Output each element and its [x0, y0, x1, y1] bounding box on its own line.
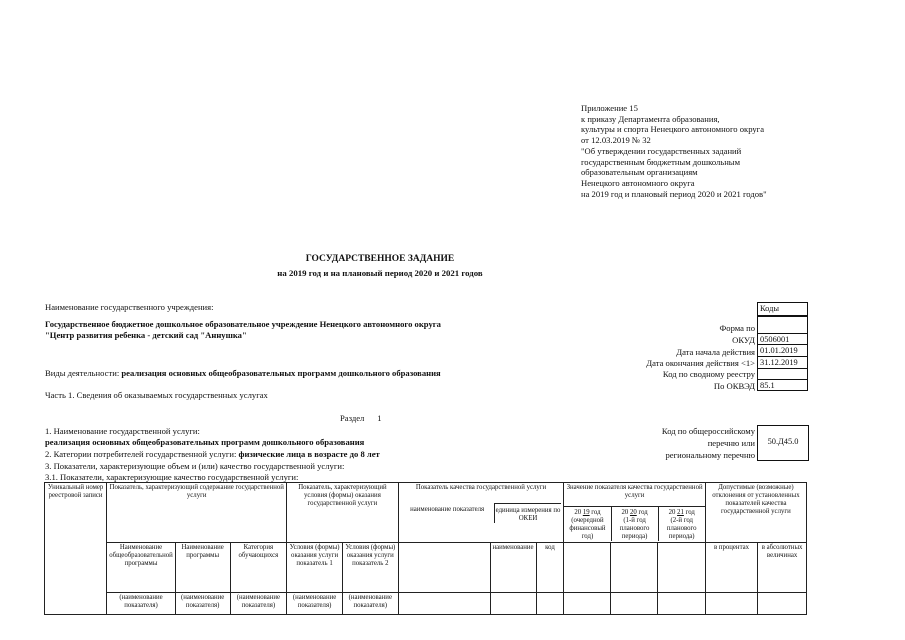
foot-empty [705, 593, 757, 615]
service-name-value: реализация основных общеобразовательных программ дошкольного образования [45, 437, 365, 447]
document-period: на 2019 год и на плановый период 2020 и 2021 годов [277, 268, 483, 278]
sub-indicator-empty [398, 543, 490, 593]
sub-year-2021 [658, 543, 705, 593]
part-title: Часть 1. Сведения об оказываемых государственных услугах [45, 390, 268, 400]
appendix-line: государственным бюджетным дошкольным [581, 156, 741, 167]
appendix-line: на 2019 год и плановый период 2020 и 2021 годов" [581, 188, 767, 199]
sub-condition-2: Условия (формы) оказания услуги показатель 2 [342, 543, 398, 593]
year-2021-header: 20 21 год (2-й год планового периода) [658, 507, 705, 541]
appendix-line: культуры и спорта Ненецкого автономного округа [581, 124, 765, 135]
quality-indicators-heading: 3.1. Показатели, характеризующие качество государственной услуги: [45, 472, 299, 482]
unit-okei-header: единица измерения по ОКЕИ [494, 503, 562, 523]
table-header-row [45, 483, 807, 543]
year-2020-header: 20 20 год (1-й год планового периода) [611, 507, 658, 541]
institution-name-line1: Государственное бюджетное дошкольное образовательное учреждение Ненецкого автономного округа [45, 319, 441, 329]
foot-indicator: (наименование показателя) [287, 593, 343, 615]
appendix-line: к приказу Департамента образования, [581, 113, 720, 124]
sub-year-2019 [564, 543, 610, 593]
foot-indicator: (наименование показателя) [175, 593, 230, 615]
col-deviation: Допустимые (возможные) отклонения от установленных показателей качества государственной услуги [705, 483, 806, 543]
appendix-line: от 12.03.2019 № 32 [581, 135, 651, 146]
section-label: Раздел [340, 413, 365, 423]
foot-empty [564, 593, 610, 615]
registry-label: Код по сводному реестру [662, 369, 755, 379]
indicator-name-header: наименование показателя [410, 506, 485, 513]
foot-empty [490, 593, 536, 615]
start-date-value: 01.01.2019 [757, 345, 808, 357]
col-quality [398, 483, 564, 543]
activity-value: реализация основных общеобразовательных программ дошкольного образования [121, 368, 441, 378]
codes-header: Коды [757, 302, 808, 316]
appendix-line: Ненецкого автономного округа [581, 177, 695, 188]
appendix-block [581, 103, 767, 199]
document-title: ГОСУДАРСТВЕННОЕ ЗАДАНИЕ [305, 254, 455, 264]
table-footer-row [45, 593, 807, 615]
consumer-category-line [45, 450, 380, 459]
codes-empty-cell [757, 316, 808, 333]
registry-code-label-2: перечню или [707, 438, 755, 448]
registry-code-label-3: региональному перечню [665, 450, 755, 460]
institution-label: Наименование государственного учреждения: [45, 302, 214, 312]
foot-empty [658, 593, 705, 615]
col-values-label: Значение показателя качества государственной услуги [566, 484, 703, 499]
form-label-1: Форма по [719, 323, 755, 333]
quality-table [44, 482, 807, 615]
form-label-2: ОКУД [732, 335, 755, 345]
sub-condition-1: Условия (формы) оказания услуги показатель 1 [287, 543, 343, 593]
table-subheader-row [45, 543, 807, 593]
end-date-label: Дата окончания действия <1> [646, 358, 755, 368]
activity-line [45, 369, 441, 378]
foot-empty [610, 593, 657, 615]
sub-dev-abs: в абсолютных величинах [758, 543, 807, 593]
sub-category: Категория обучающихся [230, 543, 287, 593]
appendix-line: образовательным организациям [581, 167, 698, 178]
foot-indicator: (наименование показателя) [342, 593, 398, 615]
section-number: 1 [377, 413, 382, 423]
consumer-category-value: физические лица в возрасте до 8 лет [238, 449, 380, 459]
sub-dev-percent: в процентах [705, 543, 757, 593]
okved-value: 85.1 [757, 380, 808, 391]
sub-program: Наименование программы [175, 543, 230, 593]
institution-name-line2: "Центр развития ребенка - детский сад "Аннушка" [45, 330, 247, 340]
appendix-line: "Об утверждении государственных заданий [581, 145, 742, 156]
activity-label: Виды деятельности: [45, 368, 120, 378]
col-content: Показатель, характеризующий содержание государственной услуги [107, 483, 287, 543]
end-date-value: 31.12.2019 [757, 357, 808, 369]
foot-empty [398, 593, 490, 615]
col-unique-number: Уникальный номер реестровой записи [45, 483, 107, 615]
appendix-line: Приложение 15 [581, 103, 638, 113]
section-heading [340, 414, 382, 423]
sub-year-2020 [610, 543, 657, 593]
registry-code-value: 50.Д45.0 [757, 425, 809, 461]
okved-label: По ОКВЭД [713, 381, 755, 391]
foot-empty [536, 593, 564, 615]
col-values [564, 483, 705, 543]
sub-unit-code: код [536, 543, 564, 593]
start-date-label: Дата начала действия [676, 347, 755, 357]
sub-unit-name: наименование [490, 543, 536, 593]
registry-code-label-1: Код по общероссийскому [661, 426, 755, 436]
col-conditions: Показатель, характеризующий условия (формы) оказания государственной услуги [287, 483, 398, 543]
registry-value [757, 369, 808, 380]
consumer-category-label: 2. Категории потребителей государственной услуги: [45, 449, 237, 459]
year-2019-header: 20 19 год (очередной финансовый год) [569, 509, 606, 540]
col-quality-label: Показатель качества государственной услуги [415, 484, 547, 491]
service-name-label: 1. Наименование государственной услуги: [45, 426, 200, 436]
foot-indicator: (наименование показателя) [230, 593, 287, 615]
foot-indicator: (наименование показателя) [107, 593, 176, 615]
indicators-heading: 3. Показатели, характеризующие объем и (или) качество государственной услуги: [45, 461, 345, 471]
sub-program-name: Наименование общеобразовательной программы [107, 543, 176, 593]
okud-value: 0506001 [757, 333, 808, 345]
foot-empty [758, 593, 807, 615]
